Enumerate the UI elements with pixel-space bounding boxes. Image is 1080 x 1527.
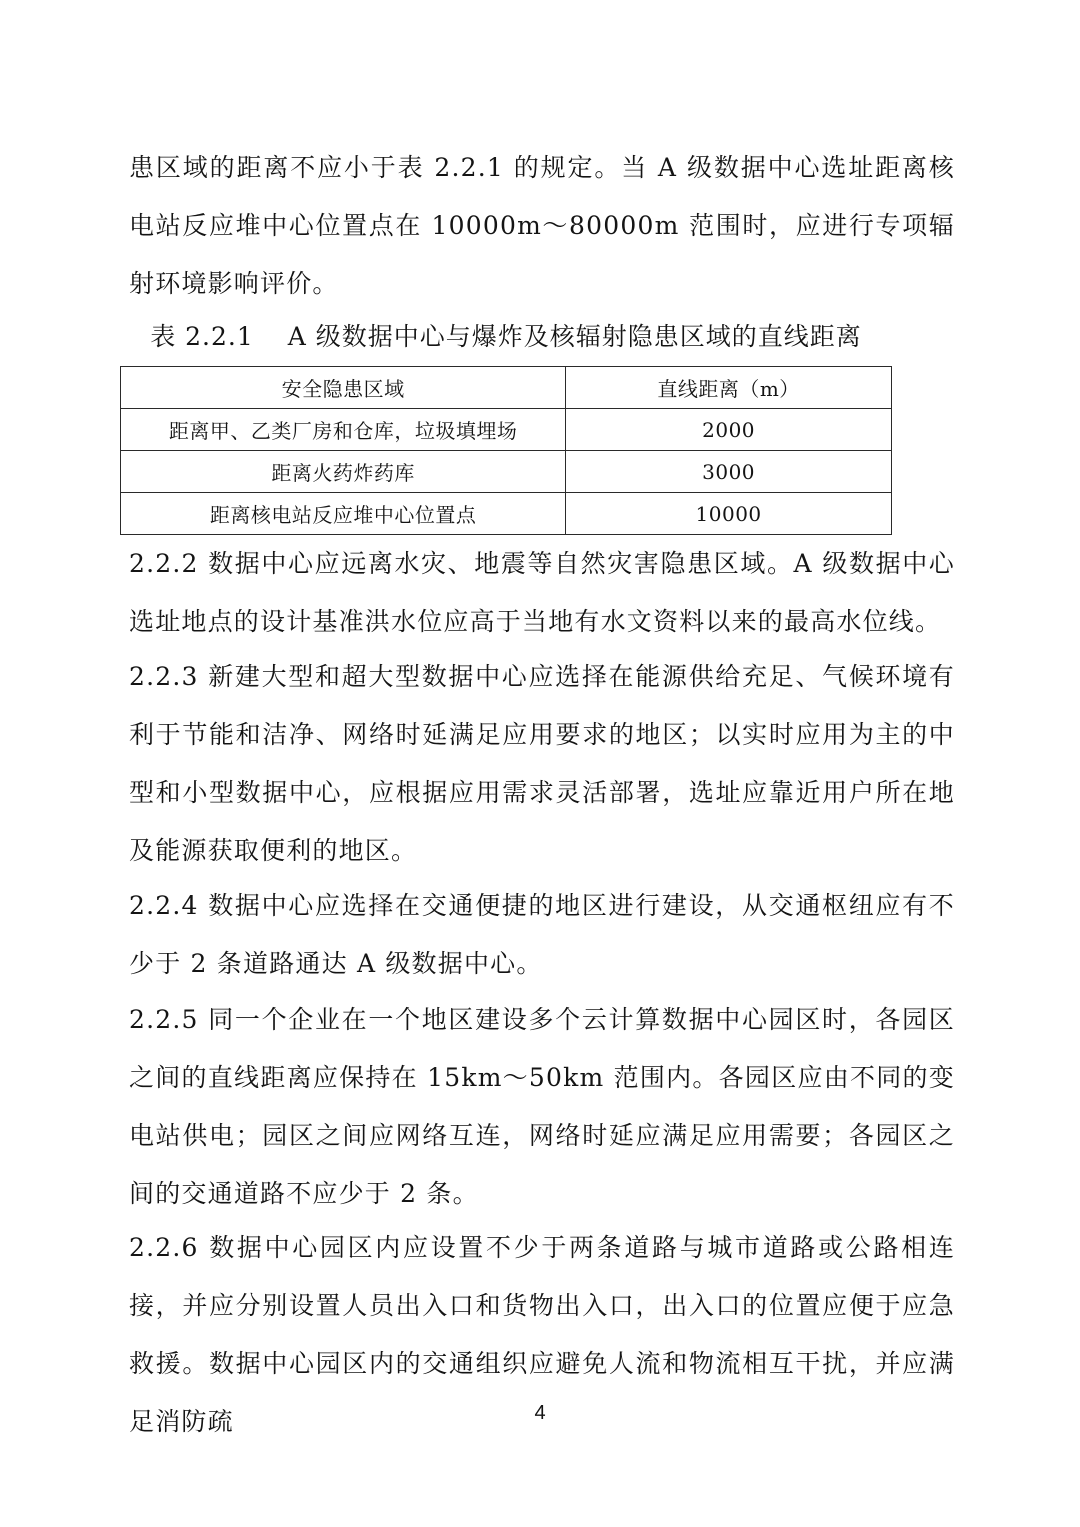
hazard-area-cell: 距离甲、乙类厂房和仓库，垃圾填埋场 bbox=[121, 409, 566, 451]
header-straight-distance: 直线距离（m） bbox=[566, 367, 892, 409]
table-row bbox=[121, 493, 892, 535]
table-caption bbox=[120, 312, 892, 362]
clause-2-2-4: 2.2.4 数据中心应选择在交通便捷的地区进行建设，从交通枢纽应有不少于 2 条道路通达 A 级数据中心。 bbox=[129, 891, 955, 978]
clause-2-2-5: 2.2.5 同一个企业在一个地区建设多个云计算数据中心园区时，各园区之间的直线距离应保持在 15km～50km 范围内。各园区应由不同的变电站供电；园区之间应网络互连，网络时延应满足应用需要；各园区之间的交通道路不应少于 2 条。 bbox=[129, 1005, 955, 1208]
clause-2-2-6: 2.2.6 数据中心园区内应设置不少于两条道路与城市道路或公路相连接，并应分别设置人员出入口和货物出入口，出入口的位置应便于应急救援。数据中心园区内的交通组织应避免人流和物流相互干扰，并应满足消防疏 bbox=[129, 1233, 955, 1436]
page-number: 4 bbox=[534, 1402, 546, 1424]
distance-cell: 10000 bbox=[566, 493, 892, 535]
table-row bbox=[121, 409, 892, 451]
distance-cell: 2000 bbox=[566, 409, 892, 451]
clause-2-2-2: 2.2.2 数据中心应远离水灾、地震等自然灾害隐患区域。A 级数据中心选址地点的设计基准洪水位应高于当地有水文资料以来的最高水位线。 bbox=[129, 549, 955, 636]
header-hazard-area: 安全隐患区域 bbox=[121, 367, 566, 409]
distance-cell: 3000 bbox=[566, 451, 892, 493]
clause-2-2-3: 2.2.3 新建大型和超大型数据中心应选择在能源供给充足、气候环境有利于节能和洁净、网络时延满足应用要求的地区；以实时应用为主的中型和小型数据中心，应根据应用需求灵活部署，选址应靠近用户所在地及能源获取便利的地区。 bbox=[129, 662, 955, 865]
distance-table bbox=[120, 366, 892, 535]
table-row bbox=[121, 451, 892, 493]
hazard-area-cell: 距离火药炸药库 bbox=[121, 451, 566, 493]
hazard-area-cell: 距离核电站反应堆中心位置点 bbox=[121, 493, 566, 535]
table-header-row bbox=[121, 367, 892, 409]
table-title: A 级数据中心与爆炸及核辐射隐患区域的直线距离 bbox=[287, 322, 862, 351]
intro-paragraph: 患区域的距离不应小于表 2.2.1 的规定。当 A 级数据中心选址距离核电站反应堆中心位置点在 10000m～80000m 范围时，应进行专项辐射环境影响评价。 bbox=[129, 153, 955, 298]
table-number: 表 2.2.1 bbox=[150, 322, 254, 351]
